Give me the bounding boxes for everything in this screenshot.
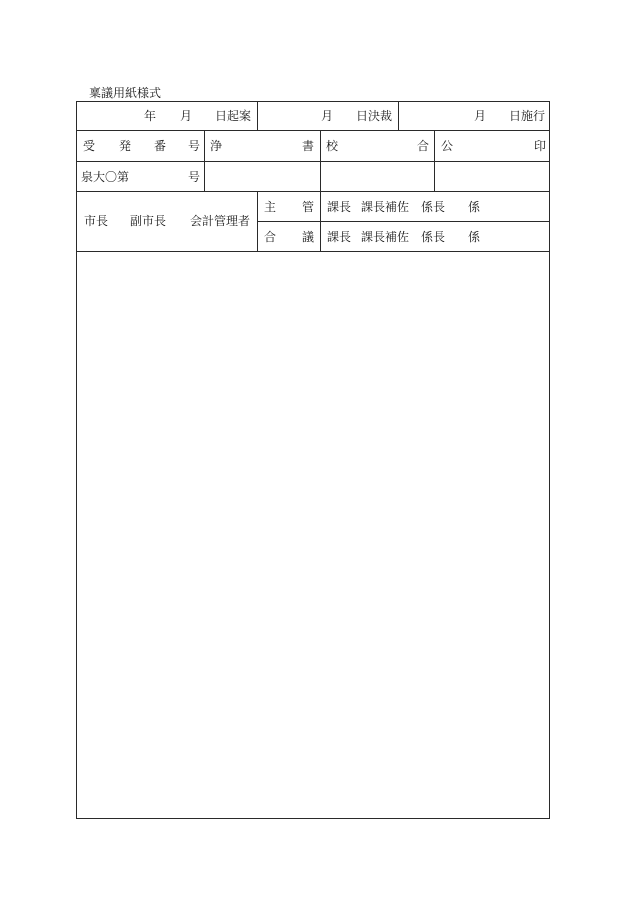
col-divider	[257, 101, 258, 131]
form-title: 稟議用紙様式	[89, 86, 162, 100]
shukan-label-char: 管	[302, 200, 315, 214]
juhatsu-label-char: 号	[188, 139, 201, 153]
role-deputy-section-chief: 課長補佐	[361, 200, 410, 214]
role-staff: 係	[468, 200, 481, 214]
kogo-label-char: 合	[417, 139, 430, 153]
official-vice-mayor: 副市長	[130, 214, 167, 228]
approval-form	[76, 101, 550, 819]
role-section-chief: 課長	[327, 200, 352, 214]
josho-label-char: 浄	[210, 139, 223, 153]
col-divider	[398, 101, 399, 131]
shiko-day-label: 日施行	[509, 109, 546, 123]
kian-day-label: 日起案	[215, 109, 252, 123]
shukan-label-char: 主	[264, 200, 277, 214]
role-deputy-section-chief: 課長補佐	[361, 230, 410, 244]
document-number-suffix: 号	[188, 170, 201, 184]
kessai-day-label: 日決裁	[356, 109, 393, 123]
role-subsection-chief: 係長	[421, 230, 446, 244]
col-divider	[320, 130, 321, 192]
gogi-label-char: 合	[264, 230, 277, 244]
gogi-label-char: 議	[302, 230, 315, 244]
col-divider	[320, 191, 321, 252]
role-section-chief: 課長	[327, 230, 352, 244]
koin-label-char: 印	[534, 139, 547, 153]
col-divider	[204, 130, 205, 192]
row-divider	[258, 221, 550, 222]
kian-year-label: 年	[144, 109, 157, 123]
role-subsection-chief: 係長	[421, 200, 446, 214]
koin-label-char: 公	[441, 139, 454, 153]
col-divider	[434, 130, 435, 192]
body-text-area[interactable]	[77, 252, 549, 817]
juhatsu-label-char: 番	[154, 139, 167, 153]
col-divider	[257, 191, 258, 252]
official-accounting-manager: 会計管理者	[190, 214, 251, 228]
kessai-month-label: 月	[321, 109, 334, 123]
kian-month-label: 月	[180, 109, 193, 123]
juhatsu-label-char: 受	[83, 139, 96, 153]
row-divider	[76, 130, 550, 131]
row-divider	[76, 161, 550, 162]
kogo-label-char: 校	[326, 139, 339, 153]
role-staff: 係	[468, 230, 481, 244]
shiko-month-label: 月	[474, 109, 487, 123]
juhatsu-label-char: 発	[119, 139, 132, 153]
document-number-prefix: 泉大〇第	[81, 170, 130, 184]
official-mayor: 市長	[84, 214, 109, 228]
row-divider	[76, 191, 550, 192]
josho-label-char: 書	[302, 139, 315, 153]
